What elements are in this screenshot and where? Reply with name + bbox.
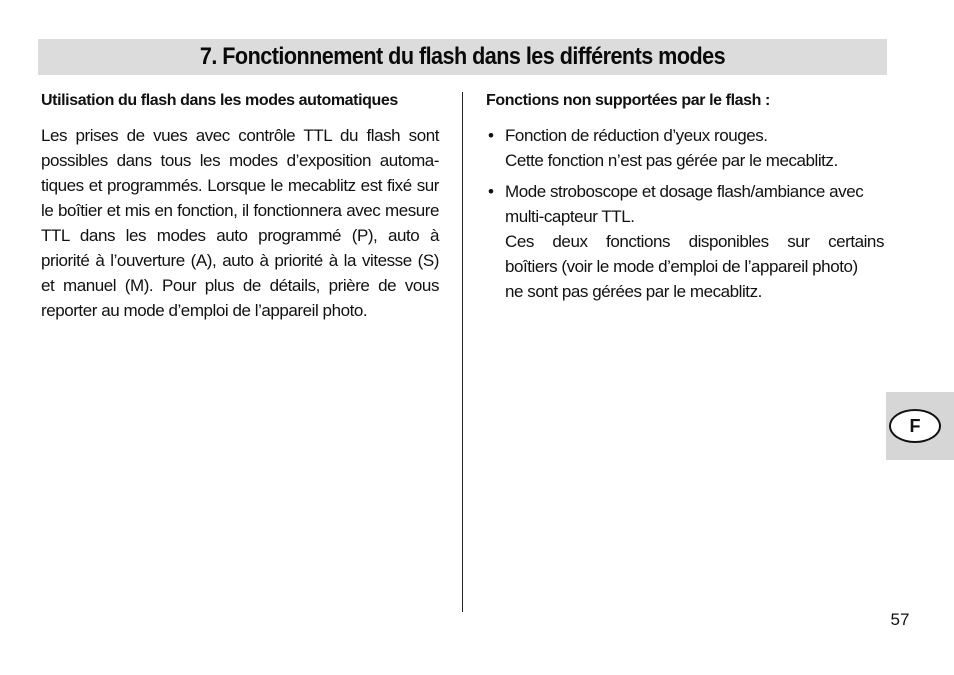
left-column-heading: Utilisation du flash dans les modes automatiques	[41, 92, 398, 109]
section-title-bar	[38, 39, 887, 75]
right-column	[486, 88, 884, 310]
list-item-line: ne sont pas gérées par le mecablitz.	[505, 282, 762, 301]
section-title: 7. Fonctionnement du flash dans les différents modes	[199, 43, 726, 70]
language-tab	[886, 392, 954, 460]
list-item-line: Cette fonction n’est pas gérée par le mecablitz.	[505, 151, 838, 170]
left-column-paragraph: Les prises de vues avec contrôle TTL du flash sont possibles dans tous les modes d’exposition automa-tiques et programmés. Lorsque le mecablitz est fixé sur le boîtier et mis en fonction, il fonctionnera avec mesure TTL dans les modes auto programmé (P), auto à priorité à l’ouverture (A), auto à priorité à la vitesse (S) et manuel (M). Pour plus de détails, prière de vous reporter au mode d’emploi de l’appareil photo.	[41, 126, 439, 320]
bullet-icon: •	[488, 126, 494, 145]
page-number: 57	[890, 610, 910, 629]
column-divider	[462, 92, 463, 612]
right-column-heading: Fonctions non supportées par le flash :	[486, 92, 770, 109]
list-item	[486, 123, 884, 173]
left-column	[41, 88, 439, 323]
list-item-line: Fonction de réduction d’yeux rouges.	[505, 126, 768, 145]
list-item-line: Ces deux fonctions disponibles sur certains	[505, 232, 884, 251]
unsupported-functions-list	[486, 123, 884, 304]
bullet-icon: •	[488, 182, 494, 201]
list-item-line: Mode stroboscope et dosage flash/ambiance avec	[505, 182, 864, 201]
list-item-line: multi-capteur TTL.	[505, 207, 635, 226]
list-item-line: boîtiers (voir le mode d’emploi de l’appareil photo)	[505, 257, 858, 276]
list-item	[486, 179, 884, 304]
language-badge: F	[889, 409, 941, 443]
